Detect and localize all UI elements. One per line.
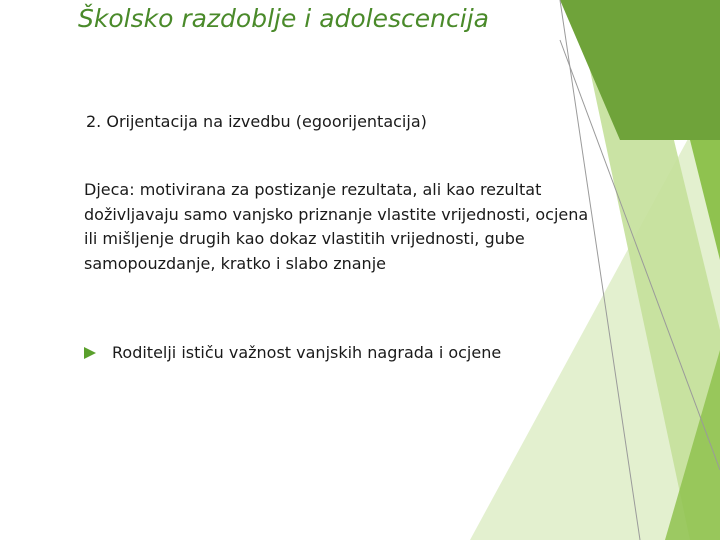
decor-shape-dark (560, 0, 720, 140)
bullet-item (84, 340, 501, 366)
section-heading: 2. Orijentacija na izvedbu (egoorijentacija) (86, 112, 427, 131)
bullet-list (84, 340, 501, 366)
slide-title: Školsko razdoblje i adolescencija (78, 4, 489, 33)
triangle-bullet-icon (84, 347, 96, 359)
body-paragraph: Djeca: motivirana za postizanje rezultata, ali kao rezultat doživljavaju samo vanjsko priznanje vlastite vrijednosti, ocjena ili mišljenje drugih kao dokaz vlastitih vrijednosti, gube samopouzdanje, kratko i slabo znanje (84, 180, 589, 273)
bullet-text: Roditelji ističu važnost vanjskih nagrada i ocjene (112, 343, 502, 362)
